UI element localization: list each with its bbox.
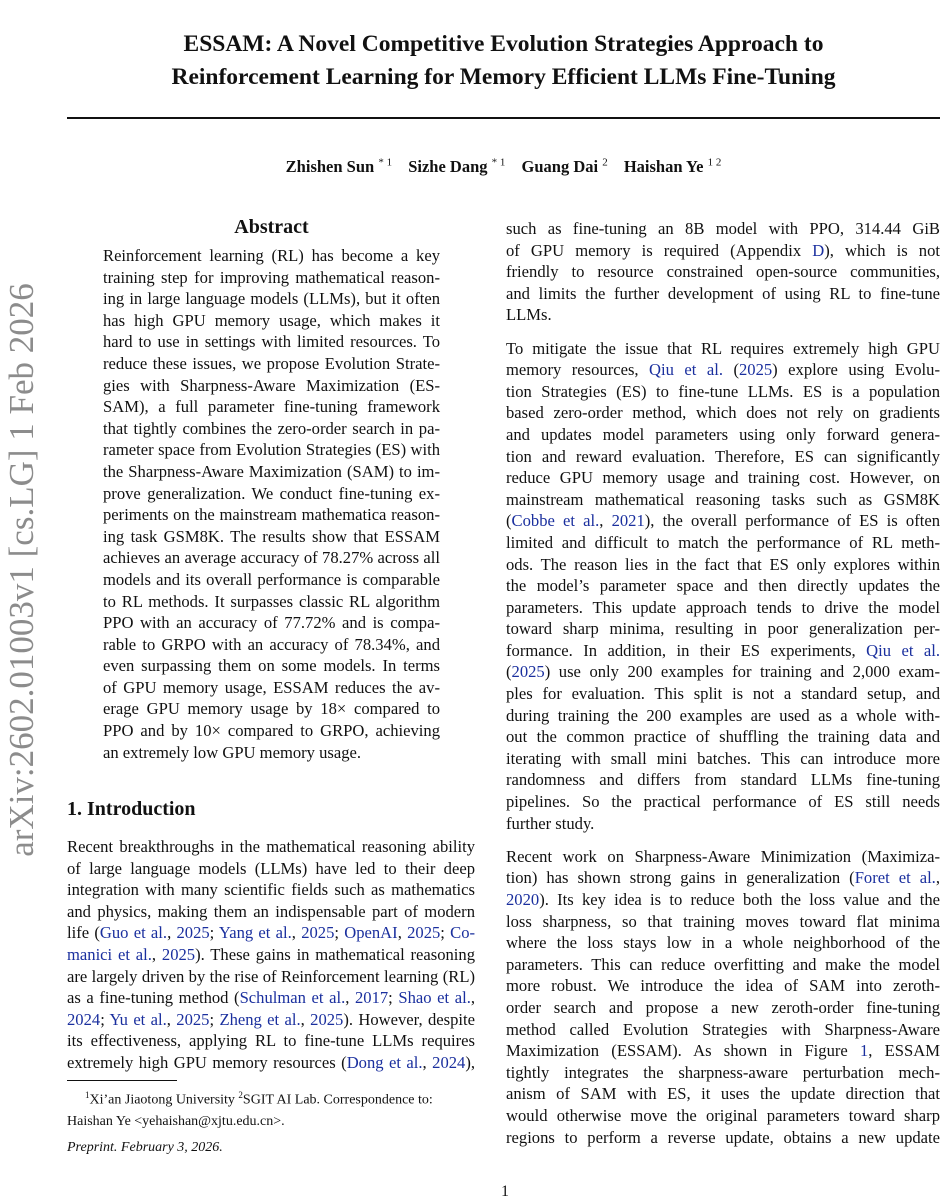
text-line: its effectiveness, applying RL to fine-tune LLMs requires xyxy=(67,1031,475,1051)
paragraph xyxy=(103,245,440,763)
introduction-left-column xyxy=(67,836,475,1074)
preprint-note: Preprint. February 3, 2026. xyxy=(67,1140,223,1155)
citation-link[interactable]: Zheng et al. xyxy=(219,1009,301,1029)
author xyxy=(522,157,608,176)
paper-title xyxy=(67,28,940,94)
text-line: and limits the further development of using RL to fine-tune xyxy=(506,283,940,303)
author xyxy=(286,157,392,176)
page-number: 1 xyxy=(501,1183,509,1200)
text-line: more robust. We introduce the idea of SAM into zeroth- xyxy=(506,976,940,996)
text-line: method called Evolution Strategies with Sharpness-Aware xyxy=(506,1019,940,1039)
text-line: erage GPU memory usage by 18× compared to xyxy=(103,699,440,719)
author-name: Guang Dai xyxy=(521,156,599,176)
text-line: models and its overall performance is comparable xyxy=(103,569,440,589)
citation-link[interactable]: 2025 xyxy=(511,662,545,682)
text-line: rameter space from Evolution Strategies (ES) with xyxy=(103,440,440,460)
title-rule xyxy=(67,117,940,119)
text-line: formance. In addition, in their ES experiments, Qiu et al. xyxy=(506,640,940,660)
author-name: Sizhe Dang xyxy=(408,156,488,176)
text-line: parameters. This update approach tends to drive the model xyxy=(506,597,940,617)
affiliation: SGIT AI Lab. Correspondence to: xyxy=(242,1092,433,1108)
text-line: prove generalization. We conduct fine-tuning ex- xyxy=(103,483,440,503)
footnote xyxy=(67,1085,475,1132)
arxiv-identifier: arXiv:2602.01003v1 [cs.LG] 1 Feb 2026 xyxy=(2,283,41,857)
correspondence: Haishan Ye <yehaishan@xjtu.edu.cn>. xyxy=(67,1113,285,1129)
citation-link[interactable]: manici et al. xyxy=(67,944,152,964)
text-line: Recent work on Sharpness-Aware Minimization (Maximiza- xyxy=(506,846,940,866)
text-line: tion) has shown strong gains in generalization (Foret et al., xyxy=(506,868,940,888)
citation-link[interactable]: Co- xyxy=(450,923,476,943)
citation-link[interactable]: Foret et al. xyxy=(854,868,936,888)
citation-link[interactable]: 1 xyxy=(860,1041,869,1061)
text-line: 2020). Its key idea is to reduce both the loss value and the xyxy=(506,890,940,909)
text-line: toward sharp minima, resulting in poor generalization per- xyxy=(506,619,940,639)
citation-link[interactable]: OpenAI xyxy=(344,923,398,943)
text-line: are largely driven by the rise of Reinforcement learning (RL) xyxy=(67,966,475,986)
text-line: tion and reward evaluation. Therefore, ES can significantly xyxy=(506,446,940,466)
text-line: during training the 200 examples are used as a whole with- xyxy=(506,705,940,725)
text-line: training step for improving mathematical reason- xyxy=(103,267,440,287)
citation-link[interactable]: Cobbe et al. xyxy=(511,511,600,531)
citation-link[interactable]: 2025 xyxy=(176,1009,210,1029)
text-line: 2024; Yu et al., 2025; Zheng et al., 2025). However, despite xyxy=(67,1009,476,1029)
text-line: and physics, making them an indispensable part of modern xyxy=(67,901,475,921)
citation-link[interactable]: 2025 xyxy=(176,923,210,943)
text-line: life (Guo et al., 2025; Yang et al., 2025; OpenAI, 2025; Co- xyxy=(67,923,476,943)
citation-link[interactable]: Qiu et al. xyxy=(649,360,723,380)
text-line: PPO and by 10× compared to GRPO, achieving xyxy=(103,721,440,741)
paragraph xyxy=(506,338,940,835)
citation-link[interactable]: 2024 xyxy=(67,1009,101,1029)
introduction-right-column xyxy=(506,218,940,1148)
section-heading-introduction: 1. Introduction xyxy=(67,798,196,820)
author-name: Zhishen Sun xyxy=(285,156,375,176)
author-list xyxy=(67,156,940,177)
author xyxy=(408,157,505,176)
text-line: of GPU memory is required (Appendix D), which is not xyxy=(506,240,940,260)
text-line: memory resources, Qiu et al. (2025) explore using Evolu- xyxy=(506,360,940,380)
title-line: ESSAM: A Novel Competitive Evolution Strategies Approach to xyxy=(183,31,824,57)
citation-link[interactable]: 2025 xyxy=(161,944,196,964)
text-line: ods. The reason lies in the fact that ES only explores within xyxy=(506,554,940,574)
citation-link[interactable]: Shao et al. xyxy=(398,988,471,1008)
text-line: (Cobbe et al., 2021), the overall performance of ES is often xyxy=(506,511,940,531)
text-line: even surpassing them on some models. In terms xyxy=(103,656,440,676)
abstract-heading: Abstract xyxy=(234,216,309,238)
text-line: ing task GSM8K. The results show that ESSAM xyxy=(103,526,440,546)
text-line: where the loss stays low in a whole neighborhood of the xyxy=(506,933,940,953)
text-line: further study. xyxy=(506,813,595,833)
text-line: the model’s parameter space and then directly updates the xyxy=(506,576,940,596)
text-line: of large language models (LLMs) have led to their deep xyxy=(67,858,475,878)
text-line: Reinforcement learning (RL) has become a key xyxy=(103,246,440,265)
text-line: reduce GPU memory usage and training cost. However, on xyxy=(506,468,940,488)
author xyxy=(624,157,722,176)
text-line: such as fine-tuning an 8B model with PPO, 314.44 GiB xyxy=(506,219,940,238)
text-line: extremely high GPU memory resources (Dong et al., 2024), xyxy=(67,1052,476,1072)
text-line: achieves an average accuracy of 78.27% across all xyxy=(103,548,440,568)
citation-link[interactable]: Yang et al. xyxy=(218,923,292,943)
text-line: ing in large language models (LLMs), but it often xyxy=(103,289,440,309)
text-line: as a fine-tuning method (Schulman et al., 2017; Shao et al., xyxy=(67,988,475,1008)
text-line: regions to perform a reverse update, obtains a new update xyxy=(506,1127,940,1147)
citation-link[interactable]: 2017 xyxy=(354,988,389,1008)
text-line: order search and propose a new zeroth-order fine-tuning xyxy=(506,997,940,1017)
text-line: periments on the mainstream mathematica reason- xyxy=(103,505,440,525)
citation-link[interactable]: Qiu et al. xyxy=(866,640,940,660)
author-affiliation-mark: * 1 xyxy=(491,156,506,168)
title-line: Reinforcement Learning for Memory Efficient LLMs Fine-Tuning xyxy=(171,64,836,90)
text-line: (2025) use only 200 examples for training and 2,000 exam- xyxy=(506,662,940,682)
citation-link[interactable]: 2024 xyxy=(432,1052,466,1072)
text-line: Maximization (ESSAM). As shown in Figure 1, ESSAM xyxy=(506,1041,940,1061)
text-line: reduce these issues, we propose Evolution Strate- xyxy=(103,353,440,373)
citation-link[interactable]: Schulman et al. xyxy=(239,988,346,1008)
paragraph xyxy=(506,218,940,326)
text-line: mainstream mathematical reasoning tasks such as GSM8K xyxy=(506,489,940,509)
text-line: pipelines. So the practical performance of ES still needs xyxy=(506,792,940,812)
text-line: loss sharpness, so that training moves toward flat minima xyxy=(506,911,940,931)
text-line: SAM), a full parameter fine-tuning framework xyxy=(103,397,440,417)
text-line: ples for evaluation. This split is not a standard setup, and xyxy=(506,684,940,704)
text-line: gies with Sharpness-Aware Maximization (ES- xyxy=(103,375,440,395)
citation-link[interactable]: 2025 xyxy=(738,360,773,380)
text-line: To mitigate the issue that RL requires extremely high GPU xyxy=(506,338,940,358)
citation-link[interactable]: Yu et al. xyxy=(109,1009,167,1029)
paragraph xyxy=(67,836,475,1074)
text-line: an extremely low GPU memory usage. xyxy=(103,742,362,762)
text-line: iterating with small mini batches. This can introduce more xyxy=(506,748,940,768)
text-line: rable to GRPO with an accuracy of 78.34%, and xyxy=(103,634,440,654)
text-line: based zero-order method, which does not rely on gradients xyxy=(506,403,940,423)
abstract-body xyxy=(103,245,440,763)
text-line: the Sharpness-Aware Maximization (SAM) to im- xyxy=(103,461,440,481)
footnote-rule xyxy=(67,1080,177,1081)
text-line: that tightly combines the zero-order search in pa- xyxy=(103,418,440,438)
footnote-mark: 2 xyxy=(238,1090,243,1100)
citation-link[interactable]: 2021 xyxy=(611,511,645,531)
text-line: anism of SAM with ES, it uses the update direction that xyxy=(506,1084,940,1104)
text-line: to RL methods. It surpasses classic RL algorithm xyxy=(103,591,440,611)
citation-link[interactable]: 2025 xyxy=(310,1009,344,1029)
text-line: limited and difficult to match the performance of RL meth- xyxy=(506,532,940,552)
text-line: manici et al., 2025). These gains in mathematical reasoning xyxy=(67,944,476,964)
citation-link[interactable]: Guo et al. xyxy=(99,923,168,943)
text-line: tightly integrates the sharpness-aware perturbation mech- xyxy=(506,1062,940,1082)
citation-link[interactable]: 2025 xyxy=(407,923,441,943)
text-line: hard to use in settings with limited resources. To xyxy=(103,332,440,352)
author-affiliation-mark: * 1 xyxy=(378,156,393,168)
affiliation: Xi’an Jiaotong University xyxy=(89,1092,239,1108)
text-line: LLMs. xyxy=(506,305,552,325)
text-line: PPO with an accuracy of 77.72% and is compa- xyxy=(103,613,440,633)
footnote-mark: 1 xyxy=(85,1090,90,1100)
text-line: of GPU memory usage, ESSAM reduces the av- xyxy=(103,677,440,697)
text-line: has high GPU memory usage, which makes it xyxy=(103,310,440,330)
author-affiliation-mark: 1 2 xyxy=(707,156,722,168)
text-line: tion Strategies (ES) to fine-tune LLMs. ES is a population xyxy=(506,381,940,401)
text-line: and updates model parameters using only forward genera- xyxy=(506,424,940,444)
text-line: randomness and differs from standard LLMs fine-tuning xyxy=(506,770,940,790)
author-affiliation-mark: 2 xyxy=(602,156,608,168)
text-line: integration with many scientific fields such as mathematics xyxy=(67,880,475,900)
citation-link[interactable]: D xyxy=(812,240,825,260)
citation-link[interactable]: Dong et al. xyxy=(346,1052,423,1072)
text-line: out the common practice of shuffling the training data and xyxy=(506,727,940,747)
text-line: parameters. This can reduce overfitting and make the model xyxy=(506,954,940,974)
text-line: would otherwise move the original parameters toward sharp xyxy=(506,1105,940,1125)
paragraph xyxy=(506,846,940,1148)
citation-link[interactable]: 2020 xyxy=(506,890,540,909)
citation-link[interactable]: 2025 xyxy=(301,923,335,943)
author-name: Haishan Ye xyxy=(623,156,704,176)
text-line: Recent breakthroughs in the mathematical reasoning ability xyxy=(67,837,475,856)
text-line: friendly to resource constrained open-source communities, xyxy=(506,262,940,282)
